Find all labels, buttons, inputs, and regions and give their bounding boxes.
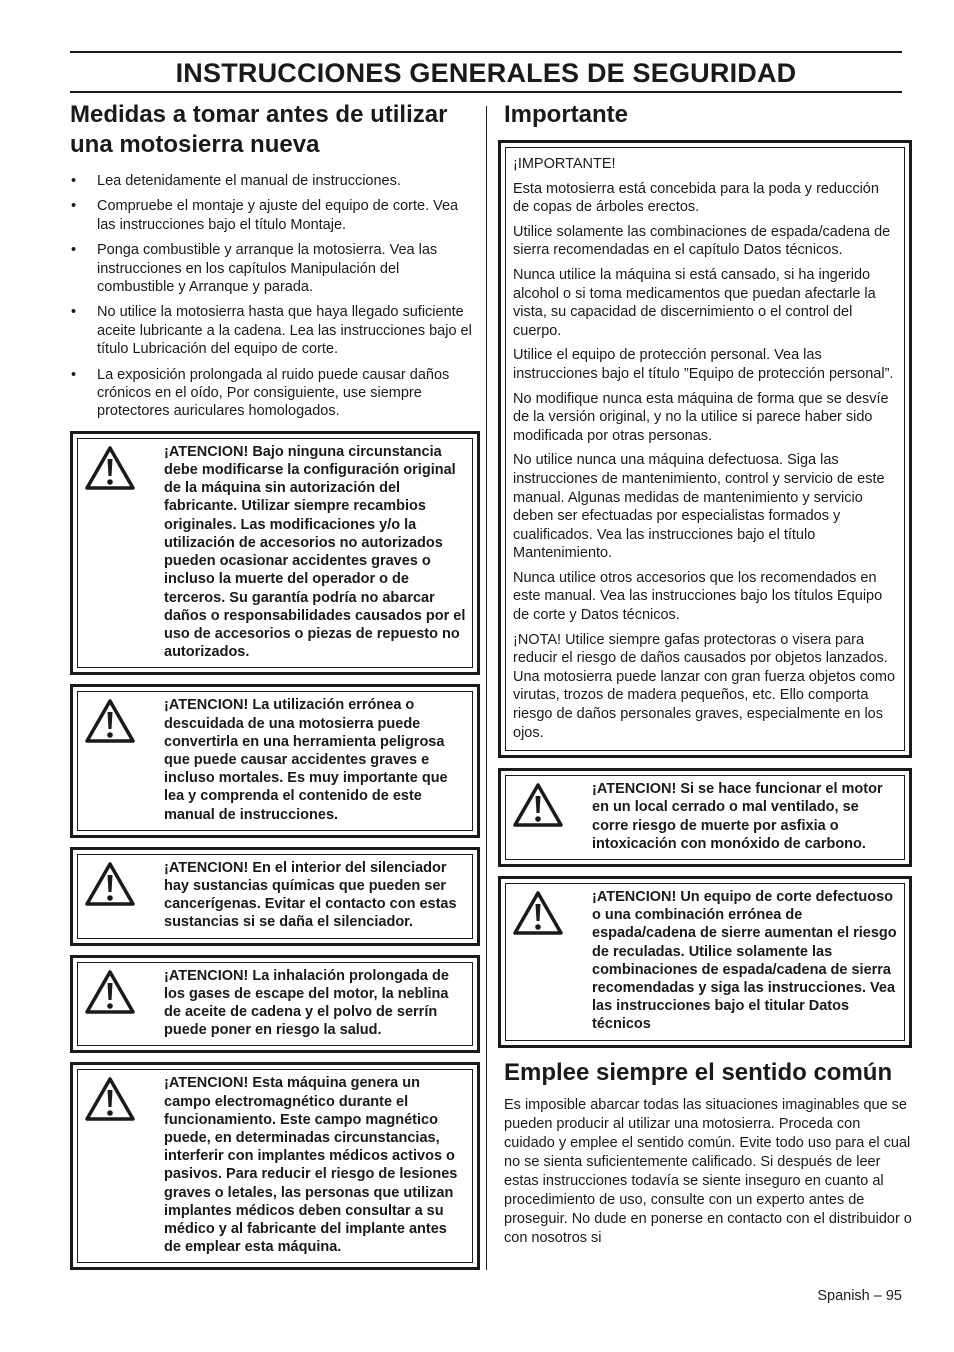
page-title: INSTRUCCIONES GENERALES DE SEGURIDAD [175, 58, 797, 88]
important-paragraph: No utilice nunca una máquina defectuosa. Siga las instrucciones de mantenimiento, control y servicio de este manual. Algunas medidas de mantenimiento y servicio deben ser efectuadas por especialistas formados y cualificados. Vea las instrucciones bajo el título Mantenimiento. [513, 452, 885, 562]
list-item: • La exposición prolongada al ruido puede causar daños crónicos en el oído, Por consiguiente, use siempre protectores auriculares homologados. [70, 366, 480, 421]
important-paragraph: ¡IMPORTANTE! [513, 156, 616, 172]
warning-text: ¡ATENCION! En el interior del silenciador hay sustancias químicas que pueden ser cancerígenas. Evitar el contacto con estas sustancias si se daña el silenciador. [164, 859, 457, 931]
right-column [498, 100, 912, 1248]
section-heading-common-sense: Emplee siempre el sentido común [504, 1058, 893, 1086]
important-box [498, 140, 912, 758]
warning-box [70, 955, 480, 1054]
left-column [70, 100, 480, 1270]
warning-box [70, 684, 480, 837]
warning-box [70, 1062, 480, 1270]
column-divider [486, 106, 487, 1270]
list-item: • No utilice la motosierra hasta que haya llegado suficiente aceite lubricante a la cadena. Lea las instrucciones bajo el título Lubricación del equipo de corte. [70, 303, 480, 358]
important-paragraph: Nunca utilice la máquina si está cansado, si ha ingerido alcohol o si toma medicamentos que puedan afectarle la vista, su capacidad de discernimiento o el control del cuerpo. [513, 266, 876, 339]
warning-triangle-icon [84, 443, 164, 661]
warning-box [498, 876, 912, 1048]
important-paragraph: Utilice solamente las combinaciones de espada/cadena de sierra recomendadas en el capítulo Datos técnicos. [513, 223, 891, 259]
warning-text: ¡ATENCION! Un equipo de corte defectuoso o una combinación errónea de espada/cadena de sierre aumentan el riesgo de reculadas. Utilice solamente las combinaciones de espada/cadena de sierra recomendadas y siga las instrucciones. Vea las instrucciones bajo el titular Datos técnicos [592, 889, 897, 1033]
warning-box [498, 768, 912, 867]
important-paragraph: Nunca utilice otros accesorios que los recomendados en este manual. Vea las instrucciones bajo los títulos Equipo de corte y Datos técnicos. [513, 569, 883, 624]
warning-triangle-icon [84, 967, 164, 1040]
list-item: • Lea detenidamente el manual de instrucciones. [70, 172, 480, 190]
warning-triangle-icon [512, 780, 592, 853]
list-item: • Compruebe el montaje y ajuste del equipo de corte. Vea las instrucciones bajo el título Montaje. [70, 197, 480, 234]
warning-text: ¡ATENCION! Bajo ninguna circunstancia debe modificarse la configuración original de la máquina sin autorización del fabricante. Utilizar siempre recambios originales. Las modificaciones y/o la utilización de accesorios no autorizados pueden ocasionar accidentes graves o incluso la muerte del operador o de terceros. Su garantía podría no abarcar daños o responsabilidades causados por el uso de accesorios o piezas de repuesto no autorizados. [164, 443, 466, 661]
common-sense-paragraph: Es imposible abarcar todas las situaciones imaginables que se pueden producir al utilizar una motosierra. Proceda con cuidado y emplee el sentido común. Evite todo uso para el cual no se sienta suficientemente calificado. Si después de leer estas instrucciones todavía se siente inseguro en cuanto al procedimiento de uso, consulte con un experto antes de proseguir. No dude en ponerse en contacto con el distribuidor o con nosotros si [504, 1096, 912, 1246]
warning-text: ¡ATENCION! Si se hace funcionar el motor en un local cerrado o mal ventilado, se corre riesgo de muerte por asfixia o intoxicación con monóxido de carbono. [592, 781, 883, 852]
page-title-bar [70, 51, 902, 93]
warning-text: ¡ATENCION! La inhalación prolongada de los gases de escape del motor, la neblina de aceite de cadena y el polvo de serrín puede poner en riesgo la salud. [164, 967, 449, 1039]
warning-triangle-icon [84, 696, 164, 823]
warning-triangle-icon [84, 1074, 164, 1256]
warning-text: ¡ATENCION! La utilización errónea o descuidada de una motosierra puede convertirla en una herramienta peligrosa que puede causar accidentes graves e incluso mortales. Es muy importante que lea y comprenda el contenido de este manual de instrucciones. [164, 697, 448, 823]
warning-triangle-icon [512, 888, 592, 1034]
important-paragraph: Utilice el equipo de protección personal. Vea las instrucciones bajo el título ”Equipo de protección personal”. [513, 347, 894, 382]
important-paragraph: Esta motosierra está concebida para la poda y reducción de copas de árboles erectos. [513, 180, 879, 216]
warning-box [70, 847, 480, 946]
warning-box [70, 431, 480, 675]
important-paragraph: No modifique nunca esta máquina de forma que se desvíe de la versión original, y no la utilice si parece haber sido modificada por otras personas. [513, 390, 889, 444]
section-heading-important: Importante [504, 101, 629, 128]
section-heading-before-use: Medidas a tomar antes de utilizar una motosierra nueva [70, 101, 448, 158]
list-item: • Ponga combustible y arranque la motosierra. Vea las instrucciones en los capítulos Manipulación del combustible y Arranque y parada. [70, 241, 480, 296]
warning-triangle-icon [84, 859, 164, 932]
page-number: Spanish – 95 [817, 1288, 902, 1304]
important-paragraph: ¡NOTA! Utilice siempre gafas protectoras o visera para reducir el riesgo de daños causados por objetos lanzados. Una motosierra puede lanzar con gran fuerza objetos como virutas, trozos de madera pequeños, etc. Ello comporta riesgo de daños personales graves, especialmente en los ojos. [513, 631, 896, 741]
before-use-list [70, 172, 480, 421]
warning-text: ¡ATENCION! Esta máquina genera un campo electromagnético durante el funcionamiento. Este campo magnético puede, en determinadas circunstancias, interferir con implantes médicos activos o pasivos. Para reducir el riesgo de lesiones graves o letales, las personas que utilizan implantes médicos deben consultar a su médico y al fabricante del implante antes de emplear esta máquina. [164, 1075, 458, 1256]
